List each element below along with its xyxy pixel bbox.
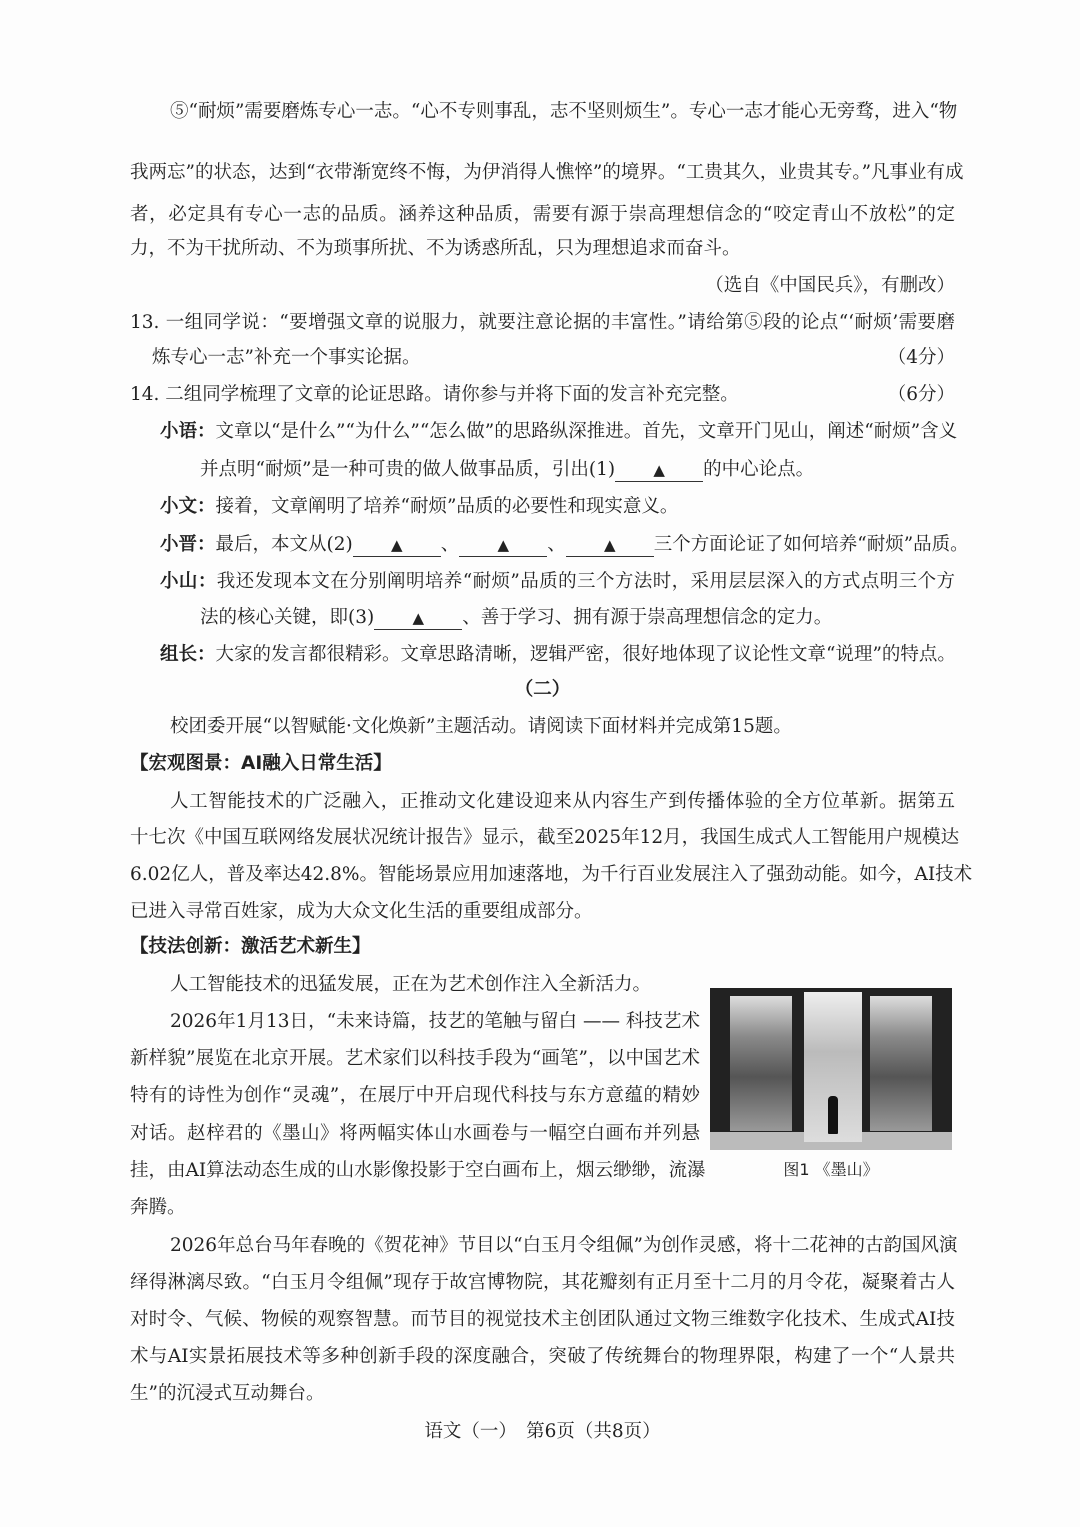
material-line: 特有的诗性为创作“灵魂”，在展厅中开启现代科技与东方意蕴的精妙 xyxy=(130,1085,700,1106)
speaker-xiaowen xyxy=(160,494,985,520)
material-line: 2026年总台马年春晚的《贺花神》节目以“白玉月令组佩”为创作灵感，将十二花神的古韵国风演 xyxy=(170,1235,958,1256)
material-line: 6.02亿人，普及率达42.8%。智能场景应用加速落地，为千行百业发展注入了强劲动能。如今，AI技术 xyxy=(130,864,973,885)
speech-text: 、善于学习、拥有源于崇高理想信念的定力。 xyxy=(462,607,833,628)
material-heading-2: 【技法创新：激活艺术新生】 xyxy=(130,936,371,957)
figure-moshan-image xyxy=(710,988,952,1150)
speaker-name: 小山： xyxy=(160,571,217,592)
material-line: 新样貌”展览在北京开展。艺术家们以科技手段为“画笔”，以中国艺术 xyxy=(130,1048,700,1069)
answer-blank-2b[interactable]: ▲ xyxy=(459,534,547,557)
answer-blank-2c[interactable]: ▲ xyxy=(566,534,654,557)
material-line: 生”的沉浸式互动舞台。 xyxy=(130,1383,325,1404)
speech-text: 三个方面论证了如何培养“耐烦”品质。 xyxy=(653,534,969,555)
person-figure xyxy=(828,1096,838,1134)
answer-blank-3[interactable]: ▲ xyxy=(374,607,462,630)
speaker-name: 小语： xyxy=(160,421,216,442)
speaker-name: 小文： xyxy=(160,496,216,517)
material-line: 已进入寻常百姓家，成为大众文化生活的重要组成部分。 xyxy=(130,901,593,922)
speaker-xiaoshan-cont xyxy=(200,605,955,631)
speech-text: 大家的发言都很精彩。文章思路清晰，逻辑严密，很好地体现了议论性文章“说理”的特点。 xyxy=(215,644,956,665)
material-line: 对话。赵梓君的《墨山》将两幅实体山水画卷与一幅空白画布并列悬 xyxy=(130,1123,700,1144)
speaker-xiaojin xyxy=(160,532,985,558)
material-line: 奔腾。 xyxy=(130,1197,186,1218)
speech-text: 文章以“是什么”“为什么”“怎么做”的思路纵深推进。首先，文章开门见山，阐述“耐烦”含义 xyxy=(215,421,958,442)
question-13-score: （4分） xyxy=(887,347,955,368)
passage-line: ⑤“耐烦”需要磨炼专心一志。“心不专则事乱，志不坚则烦生”。专心一志才能心无旁骛，进入“物 xyxy=(170,101,958,122)
speech-text: 我还发现本文在分别阐明培养“耐烦”品质的三个方法时，采用层层深入的方式点明三个方 xyxy=(216,571,955,592)
question-14-text: 14. 二组同学梳理了文章的论证思路。请你参与并将下面的发言补充完整。 xyxy=(130,384,739,405)
speaker-name: 组长： xyxy=(160,644,216,665)
answer-blank-1[interactable]: ▲ xyxy=(615,459,703,482)
material-heading-1: 【宏观图景：AI融入日常生活】 xyxy=(130,753,392,774)
section-intro: 校团委开展“以智赋能·文化焕新”主题活动。请阅读下面材料并完成第15题。 xyxy=(170,716,792,737)
passage-line: 力，不为干扰所动、不为琐事所扰、不为诱惑所乱，只为理想追求而奋斗。 xyxy=(130,238,741,259)
painting-scroll-right xyxy=(870,996,932,1131)
speaker-xiaoyu xyxy=(160,419,958,445)
speech-text: 的中心论点。 xyxy=(703,459,815,480)
speaker-xiaoshan xyxy=(160,569,955,595)
passage-line: 我两忘”的状态，达到“衣带渐宽终不悔，为伊消得人憔悴”的境界。“工贵其久，业贵其专。”凡事业有成 xyxy=(130,162,964,183)
painting-scroll-left xyxy=(730,996,792,1131)
passage-line: 者，必定具有专心一志的品质。涵养这种品质，需要有源于崇高理想信念的“咬定青山不放松”的定 xyxy=(130,204,955,225)
speaker-name: 小晋： xyxy=(160,534,216,555)
material-line: 挂，由AI算法动态生成的山水影像投影于空白画布上，烟云缈缈，流瀑 xyxy=(130,1160,706,1181)
question-14 xyxy=(130,382,955,408)
separator: 、 xyxy=(547,534,566,555)
material-line: 人工智能技术的广泛融入，正推动文化建设迎来从内容生产到传播体验的全方位革新。据第五 xyxy=(170,791,955,812)
material-line: 绎得淋漓尽致。“白玉月令组佩”现存于故宫博物院，其花瓣刻有正月至十二月的月令花，凝聚着古人 xyxy=(130,1272,955,1293)
section-title: （二） xyxy=(514,679,571,700)
speaker-xiaoyu-cont xyxy=(200,457,955,483)
page-footer: 语文（一） 第6页（共8页） xyxy=(424,1421,661,1442)
material-line: 对时令、气候、物候的观察智慧。而节目的视觉技术主创团队通过文物三维数字化技术、生成式AI技 xyxy=(130,1309,955,1330)
material-line: 人工智能技术的迅猛发展，正在为艺术创作注入全新活力。 xyxy=(170,974,652,995)
question-14-score: （6分） xyxy=(887,384,955,405)
answer-blank-2a[interactable]: ▲ xyxy=(353,534,441,557)
speech-text: 接着，文章阐明了培养“耐烦”品质的必要性和现实意义。 xyxy=(215,496,679,517)
speech-text: 法的核心关键，即(3) xyxy=(200,607,375,628)
question-13-cont xyxy=(152,345,955,371)
material-line: 十七次《中国互联网络发展状况统计报告》显示，截至2025年12月，我国生成式人工智能用户规模达 xyxy=(130,827,960,848)
speech-text: 并点明“耐烦”是一种可贵的做人做事品质，引出(1) xyxy=(200,459,616,480)
speaker-zuzhang xyxy=(160,642,985,668)
speech-text: 最后，本文从(2) xyxy=(215,534,353,555)
separator: 、 xyxy=(440,534,460,555)
question-13: 13. 一组同学说：“要增强文章的说服力，就要注意论据的丰富性。”请给第⑤段的论点“‘耐烦’需要磨 xyxy=(130,312,955,333)
question-13-line2: 炼专心一志”补充一个事实论据。 xyxy=(152,347,421,368)
material-line: 2026年1月13日，“未来诗篇，技艺的笔触与留白 —— 科技艺术 xyxy=(170,1011,700,1032)
passage-source: （选自《中国民兵》，有删改） xyxy=(705,275,955,296)
figure-caption: 图1 《墨山》 xyxy=(783,1160,879,1179)
material-line: 术与AI实景拓展技术等多种创新手段的深度融合，突破了传统舞台的物理界限，构建了一个“人景共 xyxy=(130,1346,955,1367)
